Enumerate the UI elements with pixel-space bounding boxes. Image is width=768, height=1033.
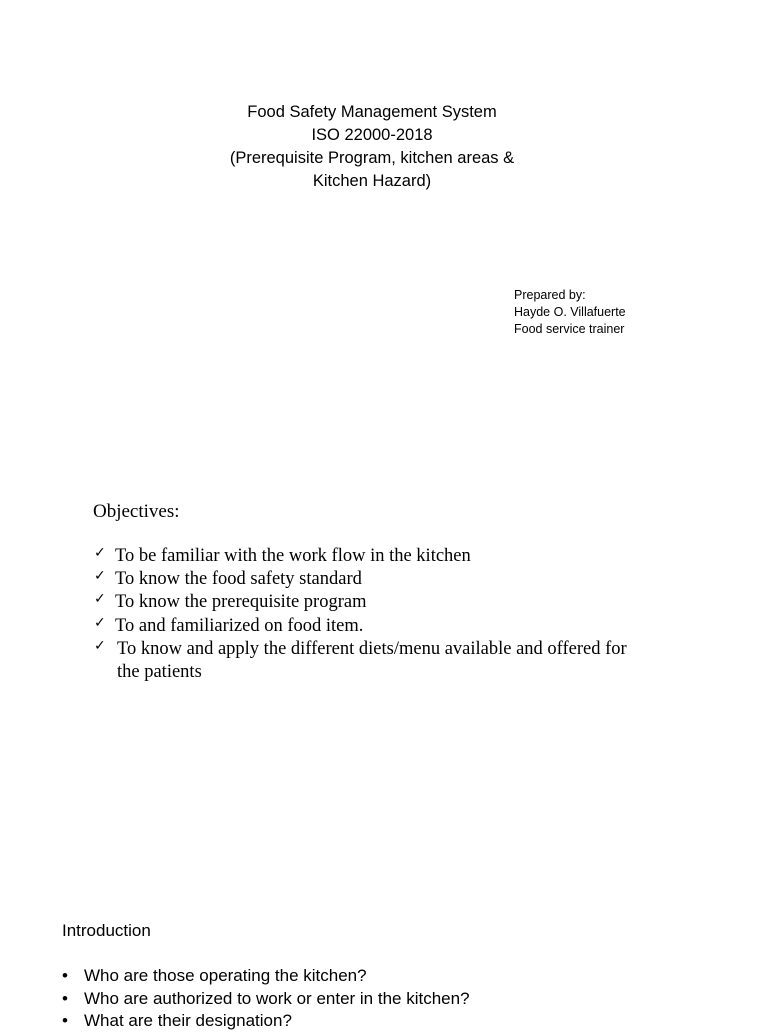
- title-line: (Prerequisite Program, kitchen areas &: [229, 149, 515, 167]
- objectives-heading: Objectives:: [93, 501, 180, 522]
- objective-item: [93, 568, 653, 591]
- introduction-text: Who are those operating the kitchen?: [84, 966, 367, 985]
- introduction-item: [62, 1010, 470, 1033]
- objective-text: To be familiar with the work flow in the kitchen: [115, 546, 471, 566]
- objective-item: [93, 615, 653, 638]
- author-role: Food service trainer: [514, 322, 625, 336]
- introduction-text: What are their designation?: [84, 1011, 292, 1030]
- introduction-item: [62, 965, 470, 988]
- objectives-list: [93, 545, 653, 684]
- introduction-list: [62, 965, 470, 1033]
- objective-text: To know the prerequisite program: [115, 592, 367, 613]
- bullet-icon: •: [62, 966, 68, 985]
- objective-text: To and familiarized on food item.: [115, 615, 364, 636]
- objective-item: [93, 591, 653, 614]
- check-icon: ✓: [94, 614, 106, 631]
- title-line: ISO 22000-2018: [311, 126, 433, 144]
- introduction-text: Who are authorized to work or enter in the kitchen?: [84, 988, 470, 1008]
- title-line: Food Safety Management System: [247, 103, 497, 121]
- check-icon: ✓: [94, 637, 106, 654]
- objective-text: To know the food safety standard: [115, 569, 362, 590]
- bullet-icon: •: [62, 1011, 68, 1030]
- objective-item: [93, 638, 653, 684]
- title-line: Kitchen Hazard): [312, 172, 432, 190]
- check-icon: ✓: [94, 545, 106, 561]
- introduction-item: [62, 988, 470, 1011]
- prepared-by-label: Prepared by:: [514, 288, 586, 302]
- bullet-icon: •: [62, 988, 68, 1008]
- check-icon: ✓: [94, 591, 106, 608]
- check-icon: ✓: [94, 568, 106, 585]
- objective-item: [93, 545, 653, 568]
- prepared-by-block: [514, 287, 626, 338]
- document-title: [0, 101, 744, 193]
- author-name: Hayde O. Villafuerte: [514, 305, 626, 319]
- objective-text: To know and apply the different diets/menu available and offered for the patients: [117, 638, 627, 683]
- introduction-heading: Introduction: [62, 921, 151, 940]
